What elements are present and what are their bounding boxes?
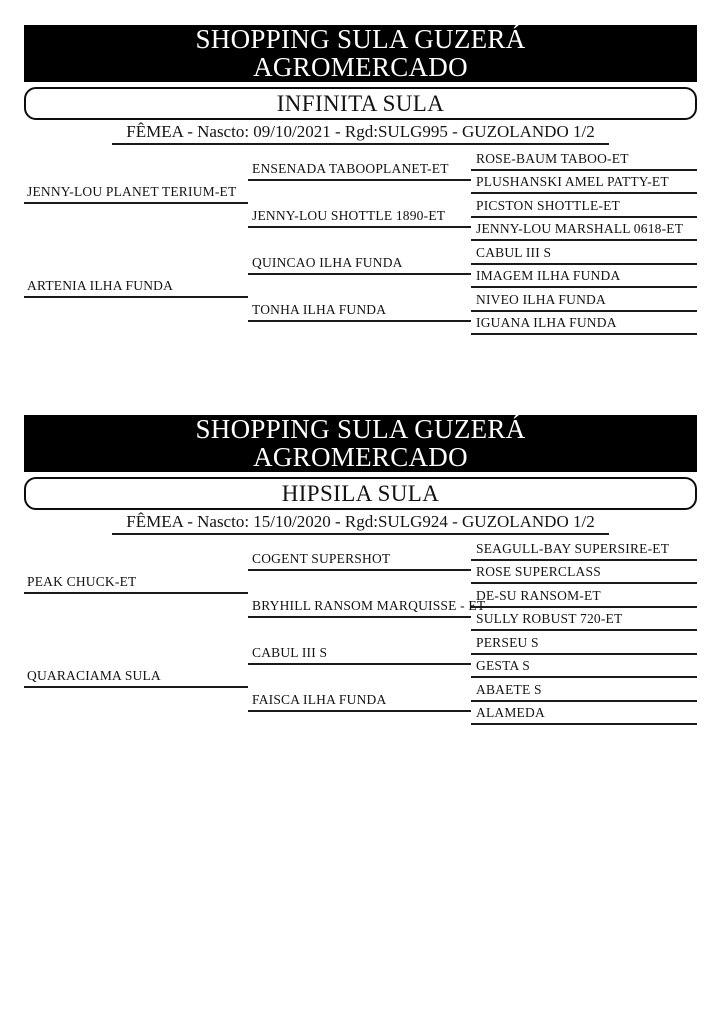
animal-details-row bbox=[24, 123, 697, 144]
sire-name: JENNY-LOU PLANET TERIUM-ET bbox=[24, 184, 248, 204]
maternal-grandsire-name: QUINCAO ILHA FUNDA bbox=[248, 255, 471, 275]
great-grandparent-cell: SULLY ROBUST 720-ET bbox=[471, 608, 697, 632]
farm-banner-line1: SHOPPING SULA GUZERÁ bbox=[195, 24, 526, 54]
dam-name: ARTENIA ILHA FUNDA bbox=[24, 278, 248, 298]
great-grandparent-cell: PICSTON SHOTTLE-ET bbox=[471, 194, 697, 218]
paternal-granddam-name: BRYHILL RANSOM MARQUISSE - ET bbox=[248, 598, 471, 618]
great-grandparent-cell: JENNY-LOU MARSHALL 0618-ET bbox=[471, 218, 697, 242]
paternal-granddam-name: JENNY-LOU SHOTTLE 1890-ET bbox=[248, 208, 471, 228]
animal-details-text: FÊMEA - Nascto: 09/10/2021 - Rgd:SULG995 - GUZOLANDO 1/2 bbox=[112, 123, 608, 145]
maternal-granddam-name: FAISCA ILHA FUNDA bbox=[248, 692, 471, 712]
pedigree-tree bbox=[24, 537, 697, 725]
maternal-grandsire-cell bbox=[248, 241, 471, 288]
paternal-granddam-cell bbox=[248, 584, 486, 631]
animal-details-text: FÊMEA - Nascto: 15/10/2020 - Rgd:SULG924 - GUZOLANDO 1/2 bbox=[112, 513, 608, 535]
paternal-grandsire-cell bbox=[248, 537, 471, 584]
dam-name: QUARACIAMA SULA bbox=[24, 668, 248, 688]
sire-name: PEAK CHUCK-ET bbox=[24, 574, 248, 594]
animal-details-row bbox=[24, 513, 697, 534]
maternal-granddam-cell bbox=[248, 678, 471, 725]
great-grandparent-cell: DE-SU RANSOM-ET bbox=[471, 584, 697, 608]
paternal-grandsire-name: ENSENADA TABOOPLANET-ET bbox=[248, 161, 471, 181]
farm-banner-line2: AGROMERCADO bbox=[253, 51, 468, 82]
maternal-grandsire-cell bbox=[248, 631, 471, 678]
great-grandparent-cell: PLUSHANSKI AMEL PATTY-ET bbox=[471, 171, 697, 195]
pedigree-tree bbox=[24, 147, 697, 335]
great-grandparent-cell: ROSE-BAUM TABOO-ET bbox=[471, 147, 697, 171]
great-grandparent-cell: PERSEU S bbox=[471, 631, 697, 655]
animal-name: HIPSILA SULA bbox=[281, 480, 440, 506]
great-grandparent-cell: IMAGEM ILHA FUNDA bbox=[471, 265, 697, 289]
maternal-grandsire-name: CABUL III S bbox=[248, 645, 471, 665]
maternal-granddam-cell bbox=[248, 288, 471, 335]
great-grandparent-cell: SEAGULL-BAY SUPERSIRE-ET bbox=[471, 537, 697, 561]
great-grandparent-cell: ALAMEDA bbox=[471, 702, 697, 726]
animal-name-box bbox=[24, 477, 697, 510]
dam-cell bbox=[24, 241, 248, 335]
maternal-granddam-name: TONHA ILHA FUNDA bbox=[248, 302, 471, 322]
paternal-granddam-cell bbox=[248, 194, 471, 241]
farm-banner-line2: AGROMERCADO bbox=[253, 441, 468, 472]
great-grandparent-cell: ABAETE S bbox=[471, 678, 697, 702]
great-grandparent-cell: CABUL III S bbox=[471, 241, 697, 265]
animal-section-hipsila bbox=[24, 415, 697, 725]
sire-cell bbox=[24, 147, 248, 241]
farm-banner-line1: SHOPPING SULA GUZERÁ bbox=[195, 414, 526, 444]
great-grandparent-cell: IGUANA ILHA FUNDA bbox=[471, 312, 697, 336]
great-grandparent-cell: GESTA S bbox=[471, 655, 697, 679]
great-grandparent-cell: ROSE SUPERCLASS bbox=[471, 561, 697, 585]
animal-name: INFINITA SULA bbox=[276, 90, 445, 116]
paternal-grandsire-name: COGENT SUPERSHOT bbox=[248, 551, 471, 571]
paternal-grandsire-cell bbox=[248, 147, 471, 194]
farm-banner bbox=[24, 415, 697, 472]
great-grandparent-cell: NIVEO ILHA FUNDA bbox=[471, 288, 697, 312]
animal-section-infinita bbox=[24, 25, 697, 335]
farm-banner bbox=[24, 25, 697, 82]
dam-cell bbox=[24, 631, 248, 725]
sire-cell bbox=[24, 537, 248, 631]
animal-name-box bbox=[24, 87, 697, 120]
